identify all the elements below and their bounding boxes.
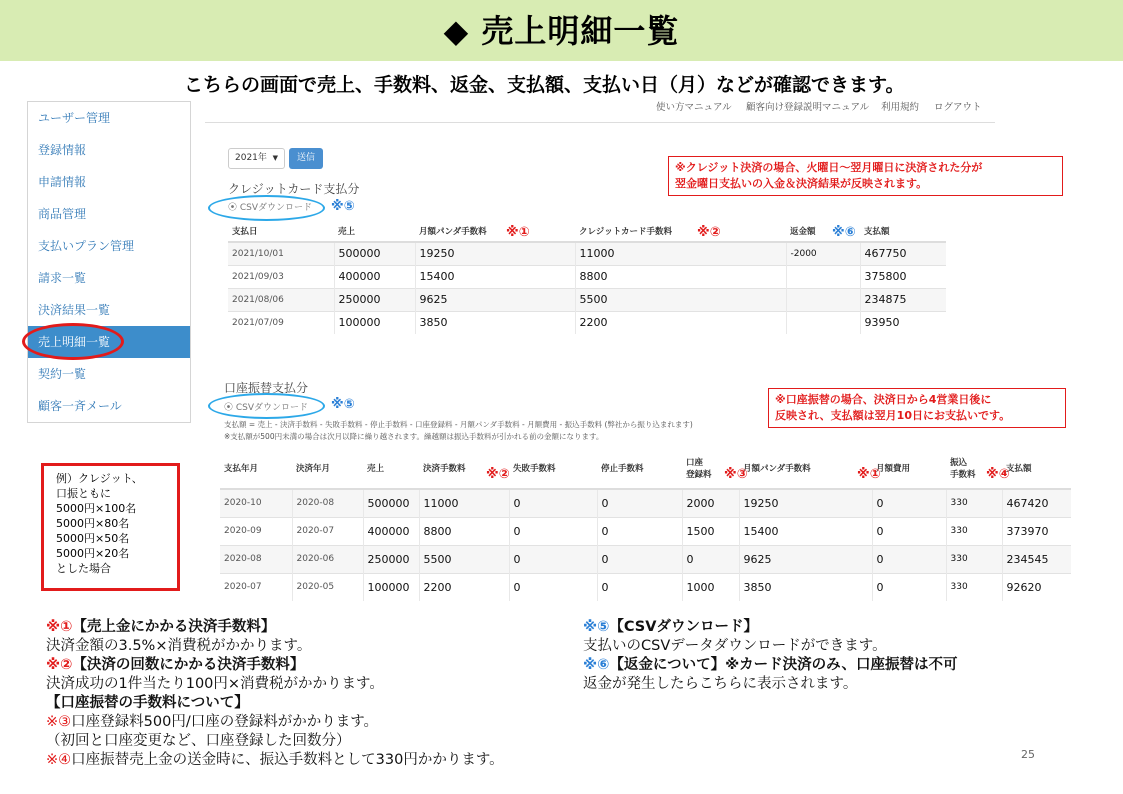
column-header-bank-payment-amount: 支払額 xyxy=(1002,447,1071,489)
table-cell: 2020-10 xyxy=(220,489,292,517)
mark-5-credit: ※⑤ xyxy=(331,199,355,214)
sidebar-item-registration-info[interactable]: 登録情報 xyxy=(38,143,87,157)
bank-section-title: 口座振替支払分 xyxy=(224,381,309,395)
sidebar-item-payment-plan[interactable]: 支払いプラン管理 xyxy=(38,239,135,253)
example-line: 5000円×50名 xyxy=(56,532,130,545)
table-cell: 9625 xyxy=(739,545,872,573)
note-2-body: 決済成功の1件当たり100円×消費税がかかります。 xyxy=(46,676,384,692)
example-line: 口振ともに xyxy=(56,487,111,500)
table-cell: 2021/08/06 xyxy=(228,288,334,311)
table-cell: 19250 xyxy=(739,489,872,517)
table-cell: 330 xyxy=(946,517,1002,545)
example-line: 5000円×80名 xyxy=(56,517,130,530)
table-row xyxy=(228,265,946,288)
page-number: 25 xyxy=(1021,748,1035,761)
table-row xyxy=(220,545,1071,573)
table-row xyxy=(228,311,946,334)
example-line: 5000円×100名 xyxy=(56,502,137,515)
mark-1-credit: ※① xyxy=(506,225,530,240)
table-cell: 0 xyxy=(597,545,682,573)
table-row xyxy=(220,573,1071,601)
example-line: とした場合 xyxy=(56,562,111,575)
table-cell: 330 xyxy=(946,545,1002,573)
callout-credit-line1: ※クレジット決済の場合、火曜日～翌月曜日に決済された分が xyxy=(675,161,983,174)
download-icon: ⦿ xyxy=(224,403,234,413)
topnav-customer-manual-link[interactable]: 顧客向け登録説明マニュアル xyxy=(746,102,870,113)
note-2-heading: ※②【決済の回数にかかる決済手数料】 xyxy=(46,657,305,673)
topnav-logout-link[interactable]: ログアウト xyxy=(934,102,982,113)
chevron-down-icon: ▼ xyxy=(272,154,278,162)
table-cell: 2200 xyxy=(419,573,509,601)
table-cell: 5500 xyxy=(419,545,509,573)
table-cell: 15400 xyxy=(415,265,575,288)
table-cell: 400000 xyxy=(363,517,419,545)
table-cell: 234875 xyxy=(860,288,946,311)
table-cell: 1000 xyxy=(682,573,739,601)
table-row xyxy=(220,489,1071,517)
send-button[interactable]: 送信 xyxy=(289,148,323,169)
table-cell: 250000 xyxy=(363,545,419,573)
column-header-stop-fee: 停止手数料 xyxy=(597,447,682,489)
example-line: 5000円×20名 xyxy=(56,547,130,560)
column-header-failure-fee: 失敗手数料 xyxy=(509,447,597,489)
table-cell: 2020-07 xyxy=(292,517,363,545)
sidebar-item-contract-list[interactable]: 契約一覧 xyxy=(38,367,87,381)
callout-bank-timing xyxy=(768,388,1066,428)
highlight-ring-bank-csv xyxy=(208,393,325,419)
page-title: ◆ 売上明細一覧 xyxy=(443,12,680,50)
table-cell: 467750 xyxy=(860,242,946,265)
title-banner xyxy=(0,0,1123,61)
note-5-heading: ※⑤【CSVダウンロード】 xyxy=(583,619,758,635)
table-cell: 100000 xyxy=(363,573,419,601)
table-cell: 2020-08 xyxy=(220,545,292,573)
table-cell: 330 xyxy=(946,573,1002,601)
table-cell: 8800 xyxy=(575,265,786,288)
note-6-body: 返金が発生したらこちらに表示されます。 xyxy=(583,676,858,692)
table-cell: 2020-09 xyxy=(220,517,292,545)
table-cell: 500000 xyxy=(363,489,419,517)
callout-bank-line1: ※口座振替の場合、決済日から4営業日後に xyxy=(775,393,992,406)
table-cell: 0 xyxy=(682,545,739,573)
table-cell: 467420 xyxy=(1002,489,1071,517)
notes-left xyxy=(46,618,504,770)
sidebar-item-user-management[interactable]: ユーザー管理 xyxy=(38,111,111,125)
table-cell: 11000 xyxy=(419,489,509,517)
callout-credit-timing xyxy=(668,156,1063,196)
table-cell: 5500 xyxy=(575,288,786,311)
table-row xyxy=(228,288,946,311)
mark-2-bank: ※② xyxy=(486,467,510,482)
table-cell xyxy=(786,288,860,311)
note-4-body: ※④口座振替売上金の送金時に、振込手数料として330円かかります。 xyxy=(46,752,504,768)
table-cell: 19250 xyxy=(415,242,575,265)
table-cell: 2021/09/03 xyxy=(228,265,334,288)
column-header-settlement-month: 決済年月 xyxy=(292,447,363,489)
table-cell: 3850 xyxy=(739,573,872,601)
table-cell: 2020-06 xyxy=(292,545,363,573)
table-cell: 0 xyxy=(509,489,597,517)
table-cell: 500000 xyxy=(334,242,415,265)
sidebar-item-settlement-results[interactable]: 決済結果一覧 xyxy=(38,303,111,317)
table-cell: 0 xyxy=(509,517,597,545)
table-cell xyxy=(786,265,860,288)
table-row xyxy=(220,517,1071,545)
note-1-body: 決済金額の3.5%×消費税がかかります。 xyxy=(46,638,312,654)
header-divider xyxy=(205,122,995,123)
note-3-body: ※③口座登録料500円/口座の登録料がかかります。 xyxy=(46,714,379,730)
mark-1-bank: ※① xyxy=(857,467,881,482)
column-header-payment-month: 支払年月 xyxy=(220,447,292,489)
bank-csv-label: CSVダウンロード xyxy=(235,403,309,413)
table-cell: 0 xyxy=(509,545,597,573)
column-header-bank-monthly-panda-fee: 月額パンダ手数料 xyxy=(739,447,872,489)
sidebar-item-product-management[interactable]: 商品管理 xyxy=(38,207,87,221)
mark-3-bank: ※③ xyxy=(724,467,748,482)
table-cell: 375800 xyxy=(860,265,946,288)
mark-2-credit: ※② xyxy=(697,225,721,240)
table-cell: 373970 xyxy=(1002,517,1071,545)
highlight-ring-active-item xyxy=(22,323,124,360)
credit-csv-label: CSVダウンロード xyxy=(239,203,313,213)
table-cell: 400000 xyxy=(334,265,415,288)
column-header-payment-amount: 支払額 xyxy=(860,220,946,242)
table-cell: 2021/07/09 xyxy=(228,311,334,334)
table-cell: 0 xyxy=(597,489,682,517)
example-box xyxy=(41,463,180,591)
table-cell: 100000 xyxy=(334,311,415,334)
table-cell: 2020-08 xyxy=(292,489,363,517)
table-cell: 0 xyxy=(509,573,597,601)
column-header-payment-date: 支払日 xyxy=(228,220,334,242)
table-cell: 0 xyxy=(872,573,946,601)
note-5-body: 支払いのCSVデータダウンロードができます。 xyxy=(583,638,887,654)
mark-4-bank: ※④ xyxy=(986,467,1010,482)
topnav-terms-link[interactable]: 利用規約 xyxy=(881,102,920,113)
table-cell: 93950 xyxy=(860,311,946,334)
callout-credit-line2: 翌金曜日支払いの入金＆決済結果が反映されます。 xyxy=(675,177,928,190)
table-cell: 1500 xyxy=(682,517,739,545)
table-cell: 2000 xyxy=(682,489,739,517)
table-cell xyxy=(786,311,860,334)
download-icon: ⦿ xyxy=(228,203,238,213)
sidebar-item-sales-details[interactable]: 売上明細一覧 xyxy=(28,326,190,358)
sidebar-item-billing-list[interactable]: 請求一覧 xyxy=(38,271,87,285)
table-cell: 92620 xyxy=(1002,573,1071,601)
column-header-settlement-fee: 決済手数料 xyxy=(419,447,509,489)
bank-table-header xyxy=(220,447,1071,489)
table-cell: 2021/10/01 xyxy=(228,242,334,265)
note-1-heading: ※①【売上金にかかる決済手数料】 xyxy=(46,619,276,635)
example-line: 例）クレジット、 xyxy=(56,472,143,485)
table-cell: 3850 xyxy=(415,311,575,334)
sidebar-item-application-info[interactable]: 申請情報 xyxy=(38,175,87,189)
table-cell: 0 xyxy=(872,489,946,517)
bank-fee-heading: 【口座振替の手数料について】 xyxy=(46,695,249,711)
table-cell: 2200 xyxy=(575,311,786,334)
note-6-heading: ※⑥【返金について】※カード決済のみ、口座振替は不可 xyxy=(583,657,958,673)
column-header-monthly-cost: 月額費用 xyxy=(872,447,946,489)
callout-bank-line2: 反映され、支払額は翌月10日にお支払いです。 xyxy=(775,409,1011,422)
table-cell: 15400 xyxy=(739,517,872,545)
note-3-sub: （初回と口座変更など、口座登録した回数分） xyxy=(46,733,351,749)
topnav-manual-link[interactable]: 使い方マニュアル xyxy=(656,102,732,113)
table-cell: 250000 xyxy=(334,288,415,311)
column-header-card-fee: クレジットカード手数料 xyxy=(575,220,786,242)
table-cell: 2020-07 xyxy=(220,573,292,601)
table-cell: 330 xyxy=(946,489,1002,517)
sidebar-item-bulk-mail[interactable]: 顧客一斉メール xyxy=(38,399,122,413)
table-cell: 9625 xyxy=(415,288,575,311)
table-cell: 0 xyxy=(597,517,682,545)
credit-section-title: クレジットカード支払分 xyxy=(228,182,360,196)
table-cell: 2020-05 xyxy=(292,573,363,601)
bank-table xyxy=(220,447,1071,601)
bank-formula-note: 支払額 = 売上 - 決済手数料 - 失敗手数料 - 停止手数料 - 口座登録料 - 月額パンダ手数料 - 月額費用 - 振込手数料 (弊社から振り込まれます) xyxy=(224,420,693,429)
table-cell: 0 xyxy=(597,573,682,601)
column-header-bank-sales: 売上 xyxy=(363,447,419,489)
table-cell: 8800 xyxy=(419,517,509,545)
table-cell: 234545 xyxy=(1002,545,1071,573)
column-header-refund: 返金額 xyxy=(786,220,860,242)
table-row xyxy=(228,242,946,265)
sidebar xyxy=(27,101,191,423)
table-cell: 0 xyxy=(872,545,946,573)
column-header-sales: 売上 xyxy=(334,220,415,242)
table-cell: 11000 xyxy=(575,242,786,265)
bank-carryover-note: ※支払額が500円未満の場合は次月以降に繰り越されます。繰越額は振込手数料が引かれる前の金額になります。 xyxy=(224,432,604,441)
notes-right xyxy=(583,618,958,694)
table-cell: 0 xyxy=(872,517,946,545)
page-subtitle: こちらの画面で売上、手数料、返金、支払額、支払い日（月）などが確認できます。 xyxy=(184,74,905,96)
highlight-ring-credit-csv xyxy=(208,195,325,221)
column-header-monthly-panda-fee: 月額パンダ手数料 xyxy=(415,220,575,242)
table-cell: -2000 xyxy=(786,242,860,265)
mark-6-credit: ※⑥ xyxy=(832,225,856,240)
column-header-transfer-fee: 振込 手数料 xyxy=(946,447,1002,489)
column-header-account-registration-fee: 口座 登録料 xyxy=(682,447,739,489)
year-select-value: 2021年 xyxy=(235,153,267,163)
year-select[interactable] xyxy=(228,148,285,169)
mark-5-bank: ※⑤ xyxy=(331,397,355,412)
